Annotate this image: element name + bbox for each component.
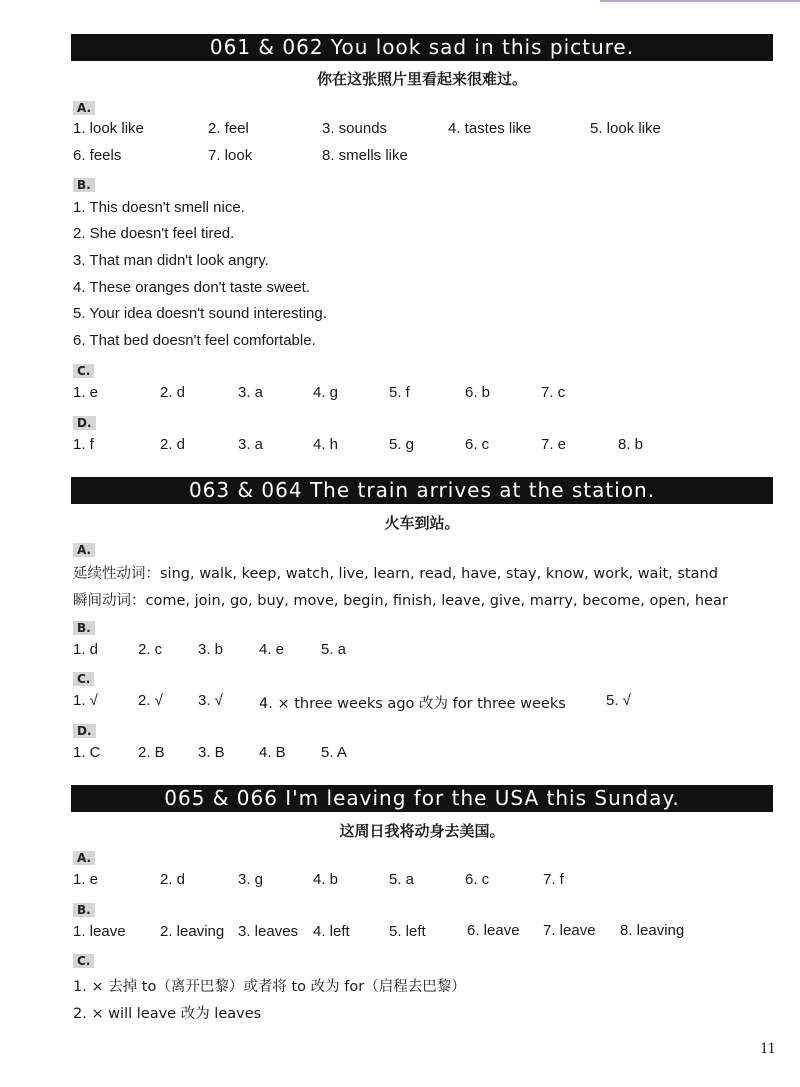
section1-a-tag: A. [73, 101, 95, 115]
s2-d-item: 1. C [73, 744, 101, 761]
s3-b-item: 4. left [313, 923, 350, 940]
s3-c-line: 1. × 去掉 to（离开巴黎）或者将 to 改为 for（启程去巴黎） [73, 979, 466, 995]
s1-a-item: 4. tastes like [448, 120, 532, 137]
s3-a-item: 3. g [238, 871, 264, 888]
section2-a-tag: A. [73, 543, 95, 557]
section3-c-tag: C. [73, 954, 94, 968]
s3-b-item: 1. leave [73, 923, 126, 940]
section1-title-bar: 061 & 062 You look sad in this picture. [71, 34, 773, 61]
s2-c-item: 4. × three weeks ago 改为 for three weeks [259, 696, 566, 712]
section2-title-bar: 063 & 064 The train arrives at the station. [71, 477, 773, 504]
s2-d-item: 4. B [259, 744, 286, 761]
s1-a-item: 2. feel [208, 120, 249, 137]
s2-d-item: 2. B [138, 744, 165, 761]
page-number: 11 [760, 1040, 776, 1057]
s1-b-item: 1. This doesn't smell nice. [73, 199, 245, 216]
s3-b-item: 8. leaving [620, 922, 685, 939]
s3-b-item: 5. left [389, 923, 426, 940]
s1-d-item: 7. e [541, 436, 567, 453]
s3-a-item: 5. a [389, 871, 415, 888]
s3-b-item: 3. leaves [238, 923, 299, 940]
section1-d-tag: D. [73, 416, 96, 430]
s1-b-item: 4. These oranges don't taste sweet. [73, 279, 310, 296]
s3-c-line: 2. × will leave 改为 leaves [73, 1006, 262, 1022]
s2-b-item: 5. a [321, 641, 347, 658]
s3-b-item: 2. leaving [160, 923, 225, 940]
s1-c-item: 7. c [541, 384, 566, 401]
s2-b-item: 2. c [138, 641, 163, 658]
s1-b-item: 3. That man didn't look angry. [73, 252, 269, 269]
s2-c-item: 5. √ [606, 692, 631, 709]
section1-subtitle: 你在这张照片里看起来很难过。 [316, 70, 527, 88]
s2-b-item: 1. d [73, 641, 99, 658]
s1-b-item: 2. She doesn't feel tired. [73, 225, 235, 242]
section2-c-tag: C. [73, 672, 94, 686]
s3-b-item: 7. leave [543, 922, 596, 939]
s2-c-item: 3. √ [198, 692, 223, 709]
s1-b-item: 6. That bed doesn't feel comfortable. [73, 332, 316, 349]
s1-c-item: 6. b [465, 384, 491, 401]
s3-a-item: 6. c [465, 871, 490, 888]
s2-b-item: 4. e [259, 641, 285, 658]
s2-d-item: 5. A [321, 744, 347, 761]
s1-c-item: 3. a [238, 384, 264, 401]
top-rule [600, 0, 800, 2]
s1-d-item: 4. h [313, 436, 339, 453]
section2-d-tag: D. [73, 724, 96, 738]
section3-title-bar: 065 & 066 I'm leaving for the USA this Sunday. [71, 785, 773, 812]
s1-c-item: 1. e [73, 384, 99, 401]
s2-d-item: 3. B [198, 744, 225, 761]
s1-a-item: 6. feels [73, 147, 122, 164]
s1-a-item: 7. look [208, 147, 253, 164]
section3-a-tag: A. [73, 851, 95, 865]
s2-c-item: 2. √ [138, 692, 163, 709]
section1-c-tag: C. [73, 364, 94, 378]
s1-c-item: 4. g [313, 384, 339, 401]
section2-subtitle: 火车到站。 [384, 514, 460, 532]
s3-a-item: 1. e [73, 871, 99, 888]
s1-c-item: 5. f [389, 384, 410, 401]
s1-a-item: 5. look like [590, 120, 661, 137]
s2-a-line: 延续性动词：sing, walk, keep, watch, live, learn, read, have, stay, know, work, wait, stand [73, 566, 718, 582]
s3-a-item: 4. b [313, 871, 339, 888]
s3-b-item: 6. leave [467, 922, 520, 939]
s1-d-item: 8. b [618, 436, 644, 453]
s2-b-item: 3. b [198, 641, 224, 658]
s2-c-item: 1. √ [73, 692, 98, 709]
s1-a-item: 8. smells like [322, 147, 408, 164]
s1-c-item: 2. d [160, 384, 186, 401]
s1-d-item: 2. d [160, 436, 186, 453]
s1-d-item: 3. a [238, 436, 264, 453]
section3-b-tag: B. [73, 903, 95, 917]
s2-a-line: 瞬间动词：come, join, go, buy, move, begin, finish, leave, give, marry, become, open, hear [73, 593, 728, 609]
section1-b-tag: B. [73, 178, 95, 192]
s1-d-item: 5. g [389, 436, 415, 453]
section2-b-tag: B. [73, 621, 95, 635]
s1-a-item: 3. sounds [322, 120, 388, 137]
s1-d-item: 6. c [465, 436, 490, 453]
section3-subtitle: 这周日我将动身去美国。 [339, 822, 505, 840]
s1-a-item: 1. look like [73, 120, 144, 137]
s3-a-item: 7. f [543, 871, 564, 888]
s1-b-item: 5. Your idea doesn't sound interesting. [73, 305, 327, 322]
s3-a-item: 2. d [160, 871, 186, 888]
s1-d-item: 1. f [73, 436, 94, 453]
